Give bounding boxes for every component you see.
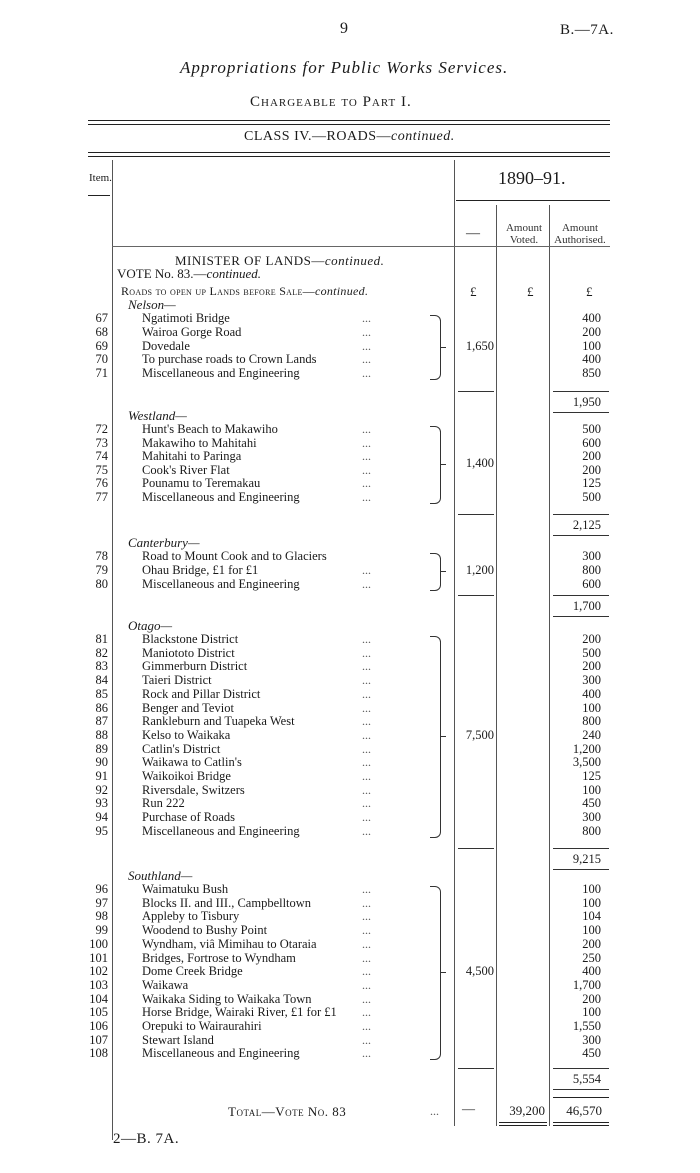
item-description: Run 222 xyxy=(142,796,185,811)
item-description: Miscellaneous and Engineering xyxy=(142,1046,300,1061)
voted-group-rule xyxy=(458,391,494,392)
item-amount: 500 xyxy=(582,422,601,436)
item-description: Road to Mount Cook and to Glaciers xyxy=(142,549,327,563)
item-amount: 500 xyxy=(582,490,601,504)
item-number: 99 xyxy=(95,923,108,938)
item-amount: 600 xyxy=(582,576,601,591)
item-number: 102 xyxy=(89,964,108,979)
item-description: Gimmerburn District xyxy=(142,659,248,674)
region-heading: Otago— xyxy=(128,618,173,633)
item-amount: 200 xyxy=(582,632,601,646)
item-description: Hunt's Beach to Makawiho xyxy=(142,422,278,436)
amount-voted-header: Amount Voted. xyxy=(505,222,543,246)
leader-dots: ... xyxy=(362,909,371,924)
item-number: 108 xyxy=(89,1046,108,1061)
leader-dots: ... xyxy=(362,1046,371,1061)
item-number: 71 xyxy=(95,366,108,381)
item-description: Miscellaneous and Engineering xyxy=(142,576,300,591)
leader-dots: ... xyxy=(362,991,371,1006)
item-description: Riversdale, Switzers xyxy=(142,782,245,797)
header-bottom-rule xyxy=(112,246,610,247)
item-amount: 1,700 xyxy=(572,977,601,992)
leader-dots: ... xyxy=(362,576,371,591)
item-amount: 100 xyxy=(582,882,601,896)
leader-dots: ... xyxy=(362,727,371,742)
item-number: 84 xyxy=(95,673,108,688)
total-auth-rule-double xyxy=(553,1125,609,1126)
item-description: Benger and Teviot xyxy=(142,700,234,715)
item-number: 103 xyxy=(89,977,108,992)
document-code: B.—7A. xyxy=(560,22,614,38)
voted-group-rule xyxy=(458,1068,494,1069)
total-auth-rule xyxy=(553,1122,609,1123)
leader-dots: ... xyxy=(362,422,371,436)
item-amount: 600 xyxy=(582,435,601,450)
group-amount-voted: 7,500 xyxy=(465,727,494,742)
item-description: Rock and Pillar District xyxy=(142,686,261,701)
item-number: 85 xyxy=(95,686,108,701)
item-amount: 500 xyxy=(582,645,601,660)
page-number: 9 xyxy=(340,20,348,37)
leader-dots: ... xyxy=(362,659,371,674)
item-amount: 125 xyxy=(582,476,601,491)
desc-column-line xyxy=(454,160,455,1126)
subtotal-rule-top xyxy=(553,848,609,849)
item-number: 81 xyxy=(95,632,108,646)
group-subtotal: 1,700 xyxy=(572,599,601,613)
item-number: 89 xyxy=(95,741,108,756)
leader-dots: ... xyxy=(362,338,371,353)
group-subtotal: 2,125 xyxy=(572,518,601,532)
item-number: 72 xyxy=(95,422,108,436)
leader-dots: ... xyxy=(362,782,371,797)
leader-dots: ... xyxy=(362,366,371,381)
item-number: 104 xyxy=(89,991,108,1006)
leader-dots: ... xyxy=(362,950,371,965)
item-amount: 100 xyxy=(582,782,601,797)
item-amount: 400 xyxy=(582,686,601,701)
item-amount: 200 xyxy=(582,936,601,951)
item-number: 79 xyxy=(95,562,108,577)
item-amount: 104 xyxy=(582,909,601,924)
subtotal-rule-top xyxy=(553,1068,609,1069)
item-number: 100 xyxy=(89,936,108,951)
item-amount: 300 xyxy=(582,810,601,825)
brace-tick xyxy=(440,347,446,348)
rule-top xyxy=(88,120,610,121)
footer-code: 2—B. 7A. xyxy=(113,1131,180,1147)
group-amount-voted: 1,650 xyxy=(465,338,494,353)
brace-tick xyxy=(440,464,446,465)
leader-dots: ... xyxy=(362,632,371,646)
item-number: 101 xyxy=(89,950,108,965)
rule-top-double xyxy=(88,124,610,125)
pound-symbol-voted: £ xyxy=(527,284,534,299)
item-amount: 200 xyxy=(582,659,601,674)
region-heading: Canterbury— xyxy=(128,535,200,550)
item-description: Blocks II. and III., Campbelltown xyxy=(142,895,312,910)
total-dots: ... xyxy=(430,1104,439,1118)
subtotal-rule-top xyxy=(553,595,609,596)
item-description: Dovedale xyxy=(142,338,190,353)
item-amount: 100 xyxy=(582,338,601,353)
item-description: To purchase roads to Crown Lands xyxy=(142,352,317,367)
item-amount: 400 xyxy=(582,311,601,325)
item-number: 82 xyxy=(95,645,108,660)
rule-under-class xyxy=(88,152,610,153)
group-brace xyxy=(430,886,441,1060)
minister-heading: MINISTER OF LANDS—continued. xyxy=(175,253,385,268)
item-description: Appleby to Tisbury xyxy=(142,909,240,924)
item-number: 97 xyxy=(95,895,108,910)
brace-tick xyxy=(440,736,446,737)
item-description: Horse Bridge, Wairaki River, £1 for £1 xyxy=(142,1005,337,1020)
group-subtotal: 1,950 xyxy=(572,395,601,409)
voted-group-rule xyxy=(458,848,494,849)
group-brace xyxy=(430,636,441,838)
item-description: Blackstone District xyxy=(142,632,239,646)
item-number: 80 xyxy=(95,576,108,591)
voted-group-rule xyxy=(458,514,494,515)
item-description: Ngatimoti Bridge xyxy=(142,311,230,325)
item-number: 92 xyxy=(95,782,108,797)
item-description: Waikoikoi Bridge xyxy=(142,769,231,783)
leader-dots: ... xyxy=(362,714,371,729)
leader-dots: ... xyxy=(362,449,371,464)
item-description: Cook's River Flat xyxy=(142,462,230,477)
leader-dots: ... xyxy=(362,964,371,979)
item-number: 87 xyxy=(95,714,108,729)
item-column-header: Item. xyxy=(89,172,112,184)
pound-symbol-dash: £ xyxy=(470,284,477,299)
item-amount: 450 xyxy=(582,796,601,811)
group-subtotal: 9,215 xyxy=(572,852,601,866)
item-amount: 125 xyxy=(582,769,601,783)
item-number: 98 xyxy=(95,909,108,924)
chargeable-heading: Chargeable to Part I. xyxy=(250,94,412,110)
item-number: 105 xyxy=(89,1005,108,1020)
group-subtotal: 5,554 xyxy=(572,1072,601,1086)
item-number: 95 xyxy=(95,823,108,838)
leader-dots: ... xyxy=(362,810,371,825)
total-voted: 39,200 xyxy=(509,1103,545,1118)
leader-dots: ... xyxy=(362,1005,371,1020)
class-heading: CLASS IV.—ROADS—continued. xyxy=(244,129,455,144)
page-title: Appropriations for Public Works Services. xyxy=(180,58,509,77)
item-description: Wairoa Gorge Road xyxy=(142,324,242,339)
leader-dots: ... xyxy=(362,796,371,811)
item-number: 76 xyxy=(95,476,108,491)
leader-dots: ... xyxy=(362,700,371,715)
item-number: 68 xyxy=(95,324,108,339)
item-description: Bridges, Fortrose to Wyndham xyxy=(142,950,296,965)
leader-dots: ... xyxy=(362,741,371,756)
pound-symbol-authorised: £ xyxy=(586,284,593,299)
item-amount: 200 xyxy=(582,462,601,477)
year-header: 1890–91. xyxy=(498,168,566,188)
leader-dots: ... xyxy=(362,311,371,325)
item-number: 77 xyxy=(95,490,108,504)
leader-dots: ... xyxy=(362,562,371,577)
leader-dots: ... xyxy=(362,435,371,450)
item-amount: 100 xyxy=(582,700,601,715)
rule-under-class-double xyxy=(88,156,610,157)
item-amount: 400 xyxy=(582,352,601,367)
item-description: Dome Creek Bridge xyxy=(142,964,243,979)
item-description: Maniototo District xyxy=(142,645,235,660)
dash-header: — xyxy=(466,226,480,241)
item-amount: 850 xyxy=(582,366,601,381)
item-amount: 240 xyxy=(582,727,601,742)
roads-heading: Roads to open up Lands before Sale—continued. xyxy=(121,284,369,298)
item-description: Wyndham, viâ Mimihau to Otaraia xyxy=(142,936,317,951)
leader-dots: ... xyxy=(362,1032,371,1047)
item-description: Waikaka Siding to Waikaka Town xyxy=(142,991,312,1006)
total-label: Total—Vote No. 83 xyxy=(228,1104,347,1119)
leader-dots: ... xyxy=(362,755,371,770)
item-amount: 250 xyxy=(582,950,601,965)
item-description: Catlin's District xyxy=(142,741,221,756)
item-description: Waimatuku Bush xyxy=(142,882,229,896)
item-amount: 800 xyxy=(582,562,601,577)
item-number: 91 xyxy=(95,769,108,783)
item-number: 83 xyxy=(95,659,108,674)
item-amount: 200 xyxy=(582,449,601,464)
brace-tick xyxy=(440,571,446,572)
leader-dots: ... xyxy=(362,476,371,491)
item-number: 96 xyxy=(95,882,108,896)
item-number: 67 xyxy=(95,311,108,325)
group-brace xyxy=(430,426,441,504)
item-number: 107 xyxy=(89,1032,108,1047)
leader-dots: ... xyxy=(362,324,371,339)
item-amount: 300 xyxy=(582,673,601,688)
item-column-line xyxy=(112,160,113,1140)
vote-heading: VOTE No. 83.—continued. xyxy=(117,266,262,281)
item-amount: 3,500 xyxy=(572,755,601,770)
item-amount: 100 xyxy=(582,895,601,910)
leader-dots: ... xyxy=(362,686,371,701)
leader-dots: ... xyxy=(362,923,371,938)
year-rule xyxy=(456,200,610,201)
leader-dots: ... xyxy=(362,490,371,504)
item-number: 93 xyxy=(95,796,108,811)
total-voted-rule xyxy=(499,1122,547,1123)
brace-tick xyxy=(440,972,446,973)
item-number: 88 xyxy=(95,727,108,742)
subtotal-rule-top xyxy=(553,514,609,515)
item-description: Purchase of Roads xyxy=(142,810,236,825)
group-brace xyxy=(430,553,441,591)
leader-dots: ... xyxy=(362,673,371,688)
item-description: Woodend to Bushy Point xyxy=(142,923,268,938)
leader-dots: ... xyxy=(362,462,371,477)
voted-column-line xyxy=(496,205,497,1126)
item-amount: 300 xyxy=(582,1032,601,1047)
subtotal-rule-bottom xyxy=(553,869,609,870)
item-number: 73 xyxy=(95,435,108,450)
voted-group-rule xyxy=(458,595,494,596)
item-amount: 800 xyxy=(582,823,601,838)
item-number: 74 xyxy=(95,449,108,464)
item-number: 86 xyxy=(95,700,108,715)
subtotal-rule-bottom xyxy=(553,1089,609,1090)
item-number: 75 xyxy=(95,462,108,477)
item-description: Rankleburn and Tuapeka West xyxy=(142,714,295,729)
item-amount: 200 xyxy=(582,991,601,1006)
leader-dots: ... xyxy=(362,895,371,910)
item-number: 69 xyxy=(95,338,108,353)
item-description: Makawiho to Mahitahi xyxy=(142,435,257,450)
leader-dots: ... xyxy=(362,1019,371,1033)
item-description: Kelso to Waikaka xyxy=(142,727,231,742)
item-description: Waikawa to Catlin's xyxy=(142,755,242,770)
item-number: 70 xyxy=(95,352,108,367)
subtotal-rule-top xyxy=(553,391,609,392)
subtotal-rule-bottom xyxy=(553,616,609,617)
leader-dots: ... xyxy=(362,882,371,896)
subtotal-rule-bottom xyxy=(553,535,609,536)
region-heading: Nelson— xyxy=(128,297,176,312)
item-amount: 1,200 xyxy=(572,741,601,756)
total-authorised: 46,570 xyxy=(566,1103,602,1118)
item-description: Miscellaneous and Engineering xyxy=(142,823,300,838)
item-number: 94 xyxy=(95,810,108,825)
item-description: Orepuki to Wairaurahiri xyxy=(142,1019,262,1033)
leader-dots: ... xyxy=(362,977,371,992)
item-amount: 400 xyxy=(582,964,601,979)
total-rule-top xyxy=(553,1097,609,1098)
item-amount: 100 xyxy=(582,1005,601,1020)
item-description: Waikawa xyxy=(142,977,189,992)
total-voted-rule-double xyxy=(499,1125,547,1126)
item-description: Stewart Island xyxy=(142,1032,214,1047)
item-header-rule xyxy=(88,195,110,196)
subtotal-rule-bottom xyxy=(553,412,609,413)
item-amount: 200 xyxy=(582,324,601,339)
total-dash: — xyxy=(462,1101,475,1116)
item-amount: 450 xyxy=(582,1046,601,1061)
item-amount: 800 xyxy=(582,714,601,729)
group-amount-voted: 4,500 xyxy=(465,964,494,979)
leader-dots: ... xyxy=(362,823,371,838)
group-amount-voted: 1,200 xyxy=(465,562,494,577)
item-description: Miscellaneous and Engineering xyxy=(142,490,300,504)
item-description: Mahitahi to Paringa xyxy=(142,449,242,464)
leader-dots: ... xyxy=(362,352,371,367)
item-description: Pounamu to Teremakau xyxy=(142,476,261,491)
amount-authorised-header: Amount Authorised. xyxy=(554,222,606,246)
group-brace xyxy=(430,315,441,380)
item-amount: 1,550 xyxy=(572,1019,601,1033)
item-description: Miscellaneous and Engineering xyxy=(142,366,300,381)
leader-dots: ... xyxy=(362,645,371,660)
item-number: 90 xyxy=(95,755,108,770)
item-amount: 300 xyxy=(582,549,601,563)
item-number: 78 xyxy=(95,549,108,563)
item-number: 106 xyxy=(89,1019,108,1033)
item-amount: 100 xyxy=(582,923,601,938)
leader-dots: ... xyxy=(362,769,371,783)
item-description: Ohau Bridge, £1 for £1 xyxy=(142,562,259,577)
item-description: Taieri District xyxy=(142,673,212,688)
region-heading: Westland— xyxy=(128,408,187,423)
leader-dots: ... xyxy=(362,936,371,951)
region-heading: Southland— xyxy=(128,868,193,883)
group-amount-voted: 1,400 xyxy=(465,456,494,470)
